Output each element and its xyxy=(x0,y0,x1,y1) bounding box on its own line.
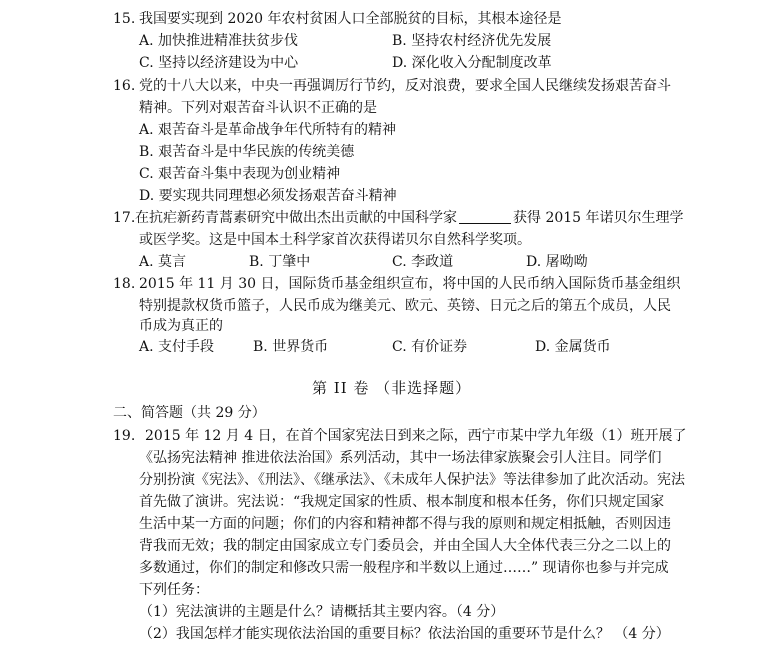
question-17-option-d: D. 屠呦呦 xyxy=(526,254,588,270)
question-17-stem-part-2: 获得 2015 年诺贝尔生理学 xyxy=(513,210,684,226)
question-19-text-line-6: 背我而无效；我的制定由国家成立专门委员会，并由全国人大全体代表三分之二以上的 xyxy=(139,538,671,554)
question-19-text-line-7: 多数通过，你们的制定和修改只需一般程序和半数以上通过……” 现请你也参与并完成 xyxy=(139,560,669,576)
question-19-text-line-2: 《弘扬宪法精神 推进依法治国》系列活动，其中一场法律家族聚会引人注目。同学们 xyxy=(139,450,662,466)
answer-blank xyxy=(459,209,511,224)
question-19-number: 19. xyxy=(113,428,136,444)
question-16-stem-line-1: 党的十八大以来，中央一再强调厉行节约，反对浪费，要求全国人民继续发扬艰苦奋斗 xyxy=(139,78,671,94)
question-19-text-line-4: 首先做了演讲。宪法说：“我规定国家的性质、根本制度和根本任务，你们只规定国家 xyxy=(139,494,665,510)
question-17-option-c: C. 李政道 xyxy=(392,254,454,270)
question-16-option-b: B. 艰苦奋斗是中华民族的传统美德 xyxy=(139,144,355,160)
question-19-text-line-3: 分别扮演《宪法》、《刑法》、《继承法》、《未成年人保护法》等法律参加了此次活动。宪法 xyxy=(139,472,685,488)
question-18-option-d: D. 金属货币 xyxy=(535,339,611,355)
question-18-option-c: C. 有价证券 xyxy=(392,339,468,355)
question-19-text-line-8: 下列任务： xyxy=(139,582,209,598)
question-17-number: 17. xyxy=(113,210,136,226)
question-15-option-d: D. 深化收入分配制度改革 xyxy=(392,55,552,71)
question-18-option-b: B. 世界货币 xyxy=(253,339,329,355)
question-16-option-c: C. 艰苦奋斗集中表现为创业精神 xyxy=(139,166,341,182)
question-15-option-a: A. 加快推进精准扶贫步伐 xyxy=(139,33,299,49)
question-19-subquestion-2: （2）我国怎样才能实现依法治国的重要目标？依法治国的重要环节是什么？ （4 分） xyxy=(139,626,670,642)
question-18-number: 18. xyxy=(113,276,136,292)
question-17-option-a: A. 莫言 xyxy=(139,254,187,270)
question-18-stem-line-3: 币成为真正的 xyxy=(139,318,223,334)
part-heading: 二、简答题（共 29 分） xyxy=(113,405,266,421)
question-19-subquestion-1: （1）宪法演讲的主题是什么？请概括其主要内容。（4 分） xyxy=(139,604,505,620)
question-16-option-a: A. 艰苦奋斗是革命战争年代所特有的精神 xyxy=(139,122,397,138)
question-15-number: 15. xyxy=(113,11,136,27)
question-16-number: 16. xyxy=(113,78,136,94)
question-17-stem-part-1: 在抗疟新药青蒿素研究中做出杰出贡献的中国科学家 xyxy=(135,210,457,226)
question-15-option-b: B. 坚持农村经济优先发展 xyxy=(392,33,552,49)
question-18-stem-line-1: 2015 年 11 月 30 日，国际货币基金组织宣布，将中国的人民币纳入国际货币基金组织 xyxy=(139,276,681,292)
question-17-option-b: B. 丁肇中 xyxy=(249,254,311,270)
question-19-text-line-1: 2015 年 12 月 4 日，在首个国家宪法日到来之际，西宁市某中学九年级（1）班开展了 xyxy=(145,428,687,444)
question-16-option-d: D. 要实现共同理想必须发扬艰苦奋斗精神 xyxy=(139,188,397,204)
question-17-stem-line-1 xyxy=(135,208,684,228)
question-19-text-line-5: 生活中某一方面的问题；你们的内容和精神都不得与我的原则和规定相抵触，否则因违 xyxy=(139,516,671,532)
section-title: 第 II 卷 （非选择题） xyxy=(312,379,472,397)
question-15-option-c: C. 坚持以经济建设为中心 xyxy=(139,55,299,71)
question-18-option-a: A. 支付手段 xyxy=(139,339,215,355)
question-16-stem-line-2: 精神。下列对艰苦奋斗认识不正确的是 xyxy=(139,100,377,116)
question-18-stem-line-2: 特别提款权货币篮子，人民币成为继美元、欧元、英镑、日元之后的第五个成员，人民 xyxy=(139,298,671,314)
question-15-stem: 我国要实现到 2020 年农村贫困人口全部脱贫的目标，其根本途径是 xyxy=(139,11,562,27)
question-17-stem-line-2: 或医学奖。这是中国本土科学家首次获得诺贝尔自然科学奖项。 xyxy=(139,232,531,248)
